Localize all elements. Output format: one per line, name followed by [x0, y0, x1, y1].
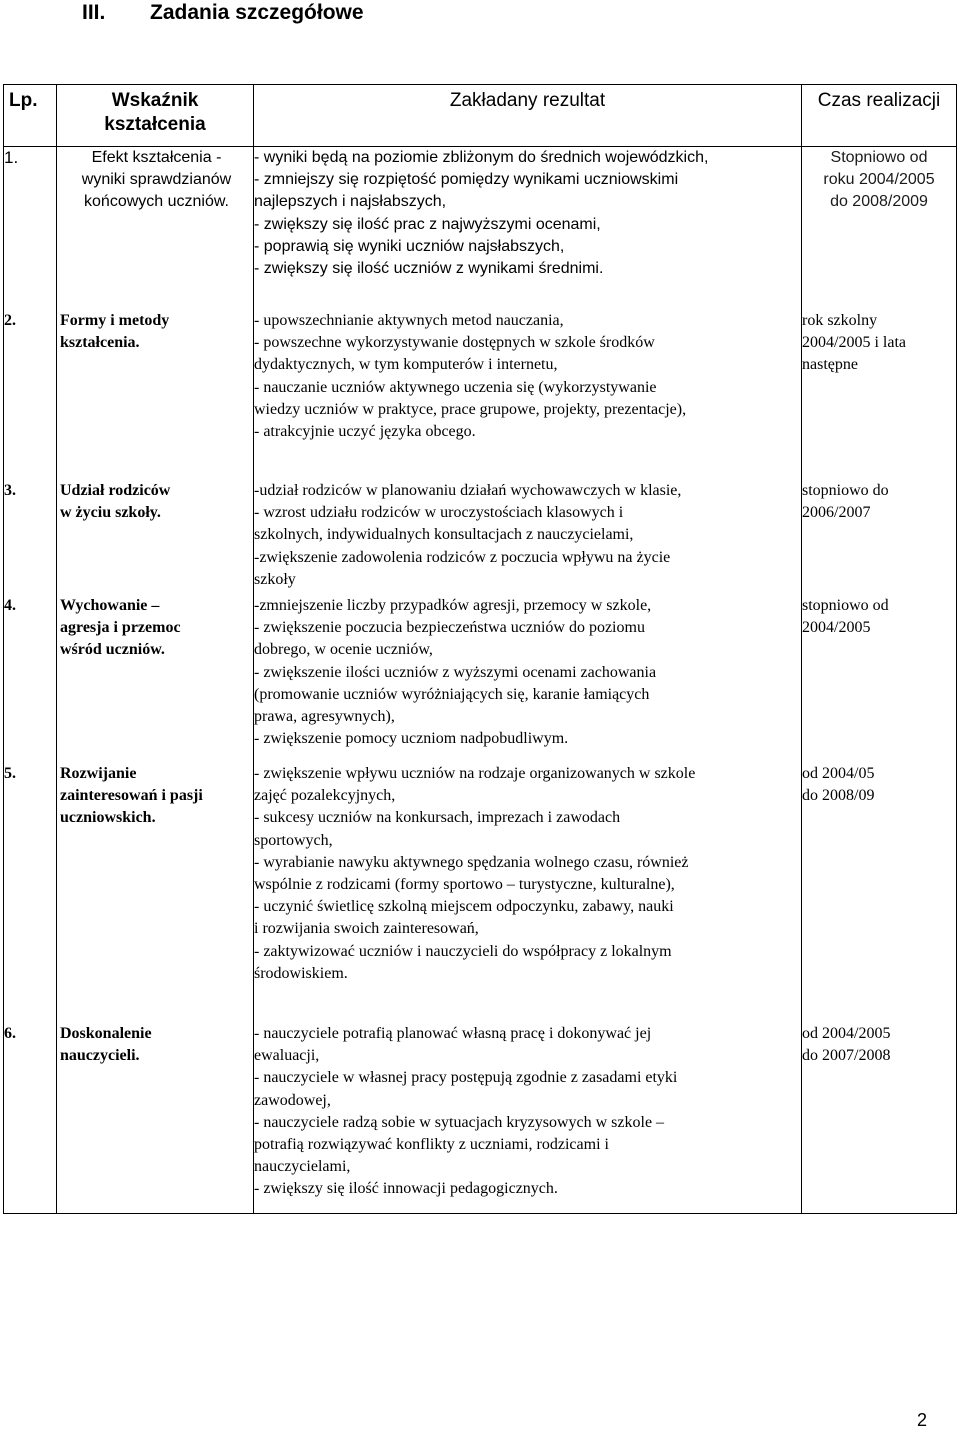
- section-number: III.: [82, 1, 106, 24]
- cell-line: Stopniowo od: [830, 149, 928, 166]
- cell-rezultat: [254, 595, 802, 753]
- cell-line: - uczynić świetlicę szkolną miejscem odpoczynku, zabawy, nauki: [254, 898, 674, 916]
- header-rezultat: Zakładany rezultat: [254, 85, 802, 147]
- cell-line: - zwiększy się ilość uczniów z wynikami średnimi.: [254, 260, 604, 278]
- cell-line: - wzrost udziału rodziców w uroczystościach klasowych i: [254, 504, 624, 522]
- table-row: [4, 1013, 957, 1214]
- table-row: [4, 300, 957, 470]
- cell-lp: 6.: [4, 1013, 57, 1214]
- cell-line: wyniki sprawdzianów: [81, 171, 232, 189]
- cell-line: - zwiększy się ilość prac z najwyższymi ocenami,: [254, 215, 601, 233]
- cell-line: do 2008/09: [802, 787, 875, 805]
- cell-czas: [802, 147, 957, 301]
- cell-line: zainteresowań i pasji: [60, 787, 203, 805]
- cell-line: stopniowo do: [802, 482, 889, 499]
- cell-line: agresja i przemoc: [60, 619, 181, 637]
- cell-line: końcowych uczniów.: [84, 193, 229, 211]
- cell-line: roku 2004/2005: [823, 171, 935, 189]
- cell-wskaznik: [57, 1013, 254, 1214]
- table-row: [4, 147, 957, 301]
- cell-lp: 4.: [4, 595, 57, 753]
- table-row: [4, 753, 957, 1013]
- cell-line: - upowszechnianie aktywnych metod nauczania,: [254, 312, 564, 329]
- cell-line: od 2004/05: [802, 765, 875, 782]
- cell-line: zajęć pozalekcyjnych,: [254, 787, 396, 805]
- cell-line: - wyniki będą na poziomie zbliżonym do średnich wojewódzkich,: [254, 149, 709, 166]
- page-number: 2: [917, 1410, 928, 1430]
- cell-line: 2004/2005 i lata: [802, 334, 906, 352]
- cell-line: Udział rodziców: [60, 482, 171, 499]
- cell-line: Rozwijanie: [60, 765, 137, 782]
- cell-line: zawodowej,: [254, 1091, 331, 1109]
- cell-line: - nauczyciele w własnej pracy postępują zgodnie z zasadami etyki: [254, 1069, 678, 1087]
- cell-line: - zwiększenie poczucia bezpieczeństwa uczniów do poziomu: [254, 619, 645, 637]
- cell-line: - zaktywizować uczniów i nauczycieli do współpracy z lokalnym: [254, 942, 672, 960]
- cell-lp: 3.: [4, 470, 57, 595]
- cell-line: od 2004/2005: [802, 1025, 891, 1042]
- cell-line: - nauczanie uczniów aktywnego uczenia się (wykorzystywanie: [254, 378, 657, 396]
- cell-czas: [802, 753, 957, 1013]
- section-title: Zadania szczegółowe: [150, 1, 364, 24]
- cell-wskaznik: [57, 147, 254, 301]
- cell-line: - powszechne wykorzystywanie dostępnych w szkole środków: [254, 334, 655, 352]
- cell-line: szkoły: [254, 570, 296, 588]
- cell-line: najlepszych i najsłabszych,: [254, 193, 447, 211]
- table-row: [4, 595, 957, 753]
- cell-line: Formy i metody: [60, 312, 170, 329]
- cell-lp: 2.: [4, 300, 57, 470]
- header-lp: Lp.: [4, 85, 57, 147]
- cell-line: - zwiększenie wpływu uczniów na rodzaje organizowanych w szkole: [254, 765, 696, 782]
- cell-line: - zwiększy się ilość innowacji pedagogicznych.: [254, 1180, 558, 1198]
- header-wskaznik: Wskaźnik kształcenia: [57, 85, 254, 147]
- cell-line: - nauczyciele potrafią planować własną pracę i dokonywać jej: [254, 1025, 652, 1042]
- table-row: [4, 470, 957, 595]
- cell-line: uczniowskich.: [60, 809, 156, 827]
- cell-line: ewaluacji,: [254, 1047, 320, 1065]
- cell-rezultat: [254, 470, 802, 595]
- cell-wskaznik: [57, 753, 254, 1013]
- cell-line: Wychowanie –: [60, 597, 160, 614]
- cell-line: - zmniejszy się rozpiętość pomiędzy wynikami uczniowskimi: [254, 171, 679, 189]
- cell-line: - sukcesy uczniów na konkursach, imprezach i zawodach: [254, 809, 621, 827]
- cell-line: i rozwijania swoich zainteresowań,: [254, 920, 479, 938]
- cell-line: nauczycielami,: [254, 1158, 351, 1176]
- cell-line: rok szkolny: [802, 312, 878, 329]
- cell-line: szkolnych, indywidualnych konsultacjach z nauczycielami,: [254, 526, 634, 544]
- cell-line: do 2007/2008: [802, 1047, 891, 1065]
- cell-rezultat: [254, 300, 802, 470]
- cell-czas: [802, 1013, 957, 1214]
- cell-line: sportowych,: [254, 831, 333, 849]
- cell-line: (promowanie uczniów wyróżniających się, karanie łamiących: [254, 685, 650, 703]
- cell-lp: 1.: [4, 147, 57, 301]
- cell-line: -zmniejszenie liczby przypadków agresji, przemocy w szkole,: [254, 597, 652, 614]
- cell-line: - zwiększenie ilości uczniów z wyższymi ocenami zachowania: [254, 663, 657, 681]
- header-czas: Czas realizacji: [802, 85, 957, 147]
- cell-rezultat: [254, 147, 802, 301]
- cell-line: wspólnie z rodzicami (formy sportowo – turystyczne, kulturalne),: [254, 876, 675, 894]
- cell-rezultat: [254, 1013, 802, 1214]
- cell-wskaznik: [57, 300, 254, 470]
- cell-wskaznik: [57, 470, 254, 595]
- cell-rezultat: [254, 753, 802, 1013]
- cell-wskaznik: [57, 595, 254, 753]
- cell-line: kształcenia.: [60, 334, 140, 352]
- cell-line: - atrakcyjnie uczyć języka obcego.: [254, 423, 476, 441]
- cell-line: -udział rodziców w planowaniu działań wychowawczych w klasie,: [254, 482, 682, 499]
- cell-line: 2006/2007: [802, 504, 871, 522]
- cell-line: potrafią rozwiązywać konflikty z uczniami, rodzicami i: [254, 1136, 609, 1154]
- cell-line: dobrego, w ocenie uczniów,: [254, 641, 433, 659]
- cell-czas: [802, 595, 957, 753]
- tasks-table: [3, 84, 957, 1214]
- cell-line: - wyrabianie nawyku aktywnego spędzania wolnego czasu, również: [254, 853, 689, 871]
- cell-line: do 2008/2009: [830, 193, 928, 211]
- cell-line: -zwiększenie zadowolenia rodziców z poczucia wpływu na życie: [254, 548, 671, 566]
- cell-line: wiedzy uczniów w praktyce, prace grupowe, projekty, prezentacje),: [254, 400, 687, 418]
- cell-line: w życiu szkoły.: [60, 504, 161, 522]
- section-heading: [82, 0, 364, 26]
- cell-line: wśród uczniów.: [60, 641, 165, 659]
- cell-line: Doskonalenie: [60, 1025, 152, 1042]
- cell-czas: [802, 470, 957, 595]
- cell-czas: [802, 300, 957, 470]
- cell-line: stopniowo od: [802, 597, 889, 614]
- cell-line: - zwiększenie pomocy uczniom nadpobudliwym.: [254, 730, 569, 748]
- table-header-row: [4, 85, 957, 147]
- cell-line: nauczycieli.: [60, 1047, 140, 1065]
- cell-line: - nauczyciele radzą sobie w sytuacjach kryzysowych w szkole –: [254, 1113, 665, 1131]
- cell-line: następne: [802, 356, 858, 374]
- cell-line: 2004/2005: [802, 619, 871, 637]
- cell-line: Efekt kształcenia -: [91, 149, 222, 166]
- cell-line: prawa, agresywnych),: [254, 708, 395, 726]
- cell-line: dydaktycznych, w tym komputerów i internetu,: [254, 356, 558, 374]
- cell-lp: 5.: [4, 753, 57, 1013]
- cell-line: środowiskiem.: [254, 964, 348, 982]
- cell-line: - poprawią się wyniki uczniów najsłabszych,: [254, 237, 565, 255]
